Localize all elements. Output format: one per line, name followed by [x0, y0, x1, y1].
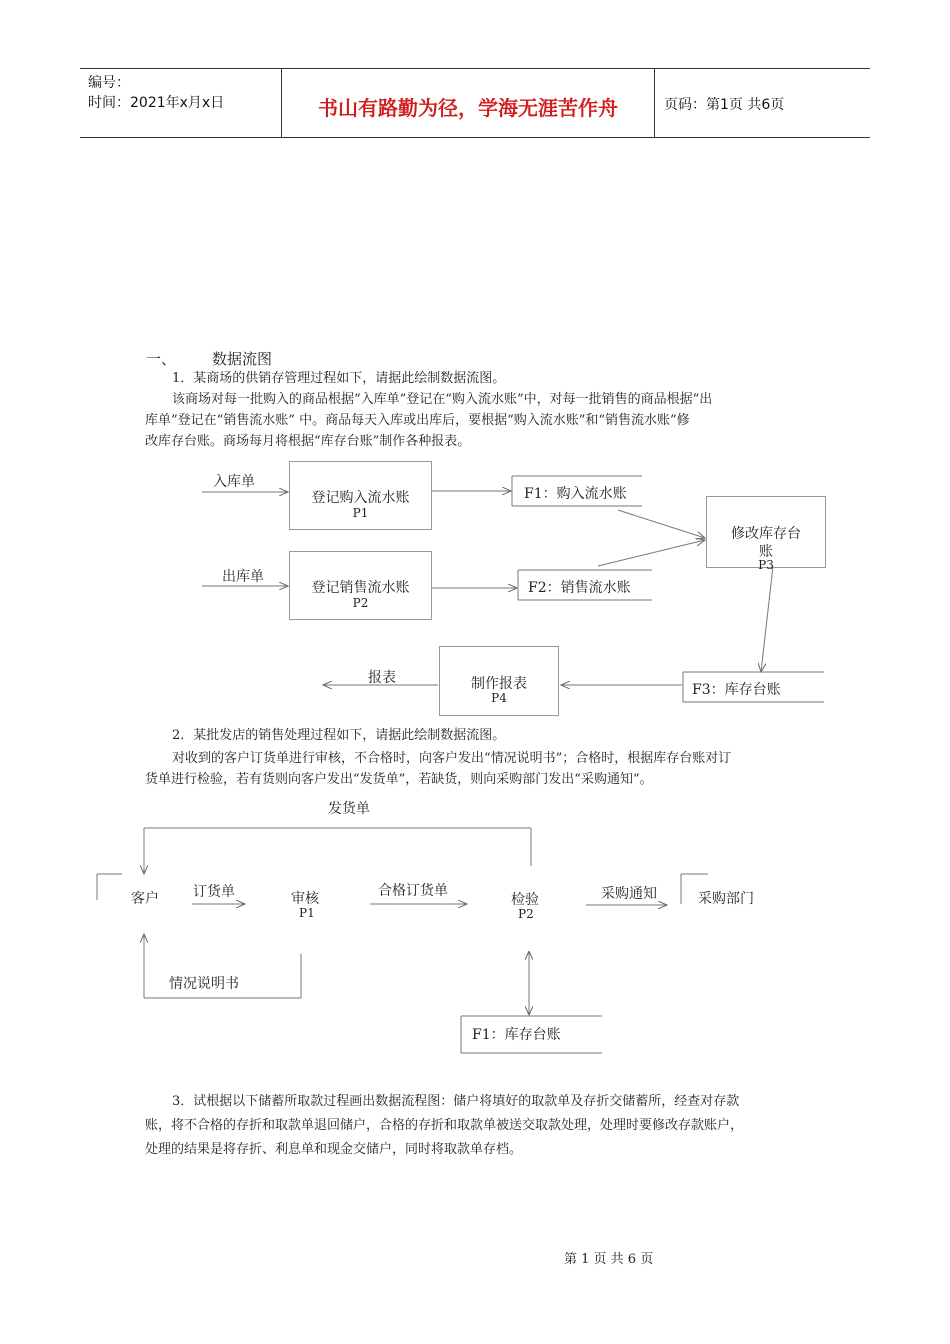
flow-order-label: 订货单 — [193, 884, 235, 900]
entity-purchase-label: 采购部门 — [698, 891, 754, 907]
store-f1-label: F1：购入流水账 — [524, 486, 627, 502]
input-stock-out-label: 出库单 — [222, 569, 264, 585]
time-label: 时间：2021年x月x日 — [88, 95, 225, 111]
process-p2-id: P2 — [352, 596, 369, 610]
process-check-label: 检验 — [511, 892, 539, 908]
section-title: 数据流图 — [212, 350, 273, 368]
process-check-id: P2 — [518, 907, 534, 921]
store-f2-label: F2：销售流水账 — [528, 580, 631, 596]
number-label: 编号： — [88, 75, 130, 91]
motto: 书山有路勤为径，学海无涯苦作舟 — [318, 96, 618, 120]
flow-explain-label: 情况说明书 — [169, 976, 239, 992]
process-p4-name: 制作报表 — [471, 676, 527, 692]
q1-line3: 改库存台账。商场每月将根据“库存台账”制作各种报表。 — [145, 434, 471, 449]
q2-title: 2．某批发店的销售处理过程如下，请据此绘制数据流图。 — [172, 728, 506, 743]
entity-customer-label: 客户 — [131, 891, 159, 907]
process-p2-name: 登记销售流水账 — [311, 580, 410, 596]
page-label: 页码：第1页 共6页 — [664, 97, 785, 113]
q2-line2: 货单进行检验，若有货则向客户发出“发货单”，若缺货，则向采购部门发出“采购通知”。 — [145, 772, 653, 787]
process-p3-id: P3 — [758, 558, 774, 572]
q1-line1: 该商场对每一批购入的商品根据“入库单”登记在“购入流水账”中，对每一批销售的商品根据“出 — [172, 392, 713, 407]
process-audit-label: 审核 — [291, 891, 319, 907]
q3-line3: 处理的结果是将存折、利息单和现金交储户，同时将取款单存档。 — [145, 1142, 523, 1157]
output-report-label: 报表 — [368, 670, 396, 686]
process-p3-name-b: 账 — [759, 544, 773, 560]
q3-line1: 3．试根据以下储蓄所取款过程画出数据流程图：储户将填好的取款单及存折交储蓄所，经查对存款 — [172, 1094, 740, 1109]
footer-page: 第 1 页 共 6 页 — [564, 1252, 654, 1267]
section-number: 一、 — [146, 350, 177, 368]
q1-title: 1．某商场的供销存管理过程如下，请据此绘制数据流图。 — [172, 371, 506, 386]
q2-line1: 对收到的客户订货单进行审核，不合格时，向客户发出“情况说明书”；合格时，根据库存台账对订 — [172, 751, 732, 766]
store-stock-label: F1：库存台账 — [472, 1027, 561, 1043]
process-audit-id: P1 — [299, 906, 315, 920]
process-p1-name: 登记购入流水账 — [311, 490, 410, 506]
process-p1-id: P1 — [352, 506, 369, 520]
store-f3-label: F3：库存台账 — [692, 682, 781, 698]
process-p4-id: P4 — [491, 691, 507, 705]
q1-line2: 库单”登记在“销售流水账” 中。商品每天入库或出库后，要根据“购入流水账”和“销售流水账”修 — [145, 413, 690, 428]
q3-line2: 账，将不合格的存折和取款单退回储户，合格的存折和取款单被送交取款处理，处理时要修改存款账户， — [145, 1118, 744, 1133]
flow-notice-label: 采购通知 — [601, 886, 657, 902]
process-p3-name-a: 修改库存台 — [731, 526, 801, 542]
flow-ship-label: 发货单 — [328, 801, 370, 817]
input-stock-in-label: 入库单 — [213, 474, 255, 490]
flow-qualified-label: 合格订货单 — [378, 883, 448, 899]
